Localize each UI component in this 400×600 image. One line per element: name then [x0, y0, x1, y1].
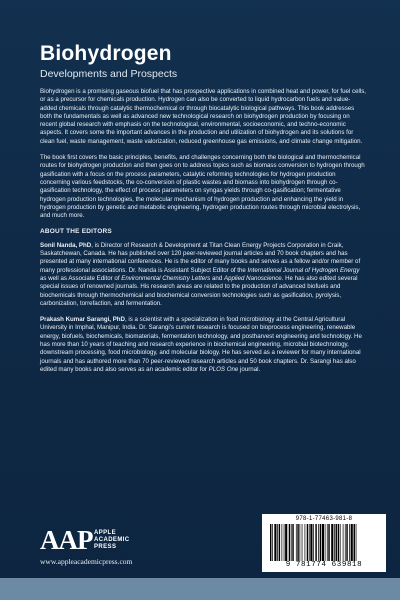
editors-heading: ABOUT THE EDITORS: [40, 228, 112, 236]
barcode-bar: [331, 524, 333, 561]
barcode-bar: [343, 524, 344, 561]
barcode-bar: [270, 524, 271, 561]
barcode-bar: [305, 524, 306, 561]
barcode-bar: [310, 524, 312, 561]
barcode-bar: [351, 524, 353, 561]
editor-name: Prakash Kumar Sarangi, PhD: [40, 316, 125, 324]
barcode-bar: [322, 524, 324, 561]
bio-text: , is Director of Research & Development at Titan Clean Energy Projects Corporation in Craik, Saskatchewan, Canada. He has published over 120 peer-reviewed journal articles and 70 book chapters and has presented at many international conferences. He is the editor of many books and serves as a fellow and/or member of many professional associations. Dr. Nanda is Assistant Subject Editor of the: [40, 241, 361, 274]
logo-wordmark: [94, 530, 130, 551]
barcode-bar: [318, 524, 319, 561]
bio-text: journal.: [238, 365, 261, 373]
bio-text: as well as Associate Editor of: [40, 274, 122, 282]
barcode-bar: [334, 524, 335, 561]
barcode-bar: [336, 524, 337, 561]
barcode-bar: [325, 524, 326, 561]
isbn-bottom: 9 781774 639818: [285, 561, 363, 569]
barcode-bar: [327, 524, 328, 561]
bio-text: , is a scientist with a specialization in food microbiology at the Central Agricultural University in Imphal, Manipur, India. Dr. Sarangi's current research is focused on bioprocess engineering, renewable energy, biofuels, biochemicals, biomaterials, fermentation technology, and postharvest engineering and technology. He has more than 10 years of teaching and research experience in biochemical engineering, microbial biotechnology, downstream processing, food microbiology, and molecular biology. He has served as a reviewer for many international journals and has authored more than 70 peer-reviewed research articles and 50 book chapters. Dr. Sarangi has also edited many books and also serves as an academic editor for: [40, 316, 362, 373]
barcode-bar: [356, 524, 357, 561]
barcode-bar: [315, 524, 316, 561]
barcode-bar: [297, 524, 298, 561]
bottom-band: [0, 578, 400, 600]
barcode-bar: [309, 524, 310, 561]
journal-name: International Journal of Hydrogen Energy: [247, 266, 360, 274]
editor-bio-sarangi: [40, 316, 366, 374]
barcode-bar: [307, 524, 308, 561]
publisher-website: www.appleacademicpress.com: [40, 557, 133, 566]
barcode-bar: [272, 524, 273, 561]
bio-text: . He has also edited several special issues of renowned journals. His research areas are related to the production of advanced biofuels and biochemicals through thermochemical and biochemical conversion technologies such as gasification, pyrolysis, carbonization, torrefaction, and fermentation.: [40, 274, 358, 307]
barcode-bar: [300, 524, 301, 561]
barcode-bar: [313, 524, 314, 561]
barcode-bar: [302, 524, 303, 561]
book-subtitle: Developments and Prospects: [40, 68, 178, 80]
logo-line-2: ACADEMIC: [94, 537, 130, 543]
barcode-bar: [345, 524, 346, 561]
barcode-bar: [354, 524, 355, 561]
barcode-bar: [320, 524, 321, 561]
barcode-bar: [284, 524, 285, 561]
logo-line-1: APPLE: [94, 530, 117, 536]
editor-bio-nanda: [40, 242, 366, 308]
blurb: [40, 88, 366, 382]
bio-text: and: [210, 274, 224, 282]
journal-name: Environmental Chemistry Letters: [121, 274, 211, 282]
editor-name: Sonil Nanda, PhD: [40, 241, 92, 249]
book-title: Biohydrogen: [40, 42, 172, 65]
barcode-bar: [292, 524, 293, 561]
barcode-bar: [346, 524, 347, 561]
isbn-top: 978-1-77463-981-8: [295, 516, 353, 522]
journal-name: Applied Nanoscience: [223, 274, 282, 282]
isbn-barcode: [262, 514, 386, 572]
barcode-bar: [291, 524, 292, 561]
barcode-bars: [270, 524, 378, 561]
barcode-bar: [349, 524, 350, 561]
description-paragraph-1: Biohydrogen is a promising gaseous biofuel that has prospective applications in combined heat and power, for fuel cells, or as a precursor for chemicals production. Hydrogen can also be converted to liquid hydrocarbon fuels and value-added chemicals through catalytic thermochemical or through biocatalytic biological pathways. This book addresses both the fundamentals as well as advanced new technological research on biohydrogen production by focusing on recent global research with emphasis on the technological, environmental, socioeconomic, and techno-economic aspects. It covers some the important advances in the production and utilization of biohydrogen and its solutions for clean fuel, waste management, waste valorization, reduced greenhouse gas emissions, and climate change mitigation.: [40, 88, 366, 145]
barcode-bar: [340, 524, 341, 561]
barcode-bar: [277, 524, 278, 561]
barcode-bar: [289, 524, 290, 561]
logo-mark: AAP: [40, 525, 93, 555]
barcode-bar: [285, 524, 287, 561]
barcode-bar: [282, 524, 283, 561]
logo-line-3: PRESS: [94, 544, 117, 550]
barcode-bar: [274, 524, 276, 561]
barcode-bar: [338, 524, 339, 561]
journal-name: PLOS One: [208, 365, 239, 373]
description-paragraph-2: The book first covers the basic principles, benefits, and challenges concerning both the biological and thermochemical routes for biohydrogen production and then goes on to address topics such as biomass conversion to hydrogen through gasification with a focus on the process parameters, catalytic reforming technologies for hydrogen production concerning various feedstocks, the co-conversion of plastic wastes and biomass into biohydrogen through co-gasification technology, the effect of process parameters on syngas yields through co-gasification; fermentative hydrogen production technologies, the molecular mechanism of hydrogen production and enhancing the yield in hydrogen production by genetic and metabolic engineering, hydrogen production routes through microbial electrolysis, and much more.: [40, 154, 365, 220]
barcode-bar: [296, 524, 297, 561]
barcode-bar: [279, 524, 280, 561]
barcode-bar: [328, 524, 329, 561]
